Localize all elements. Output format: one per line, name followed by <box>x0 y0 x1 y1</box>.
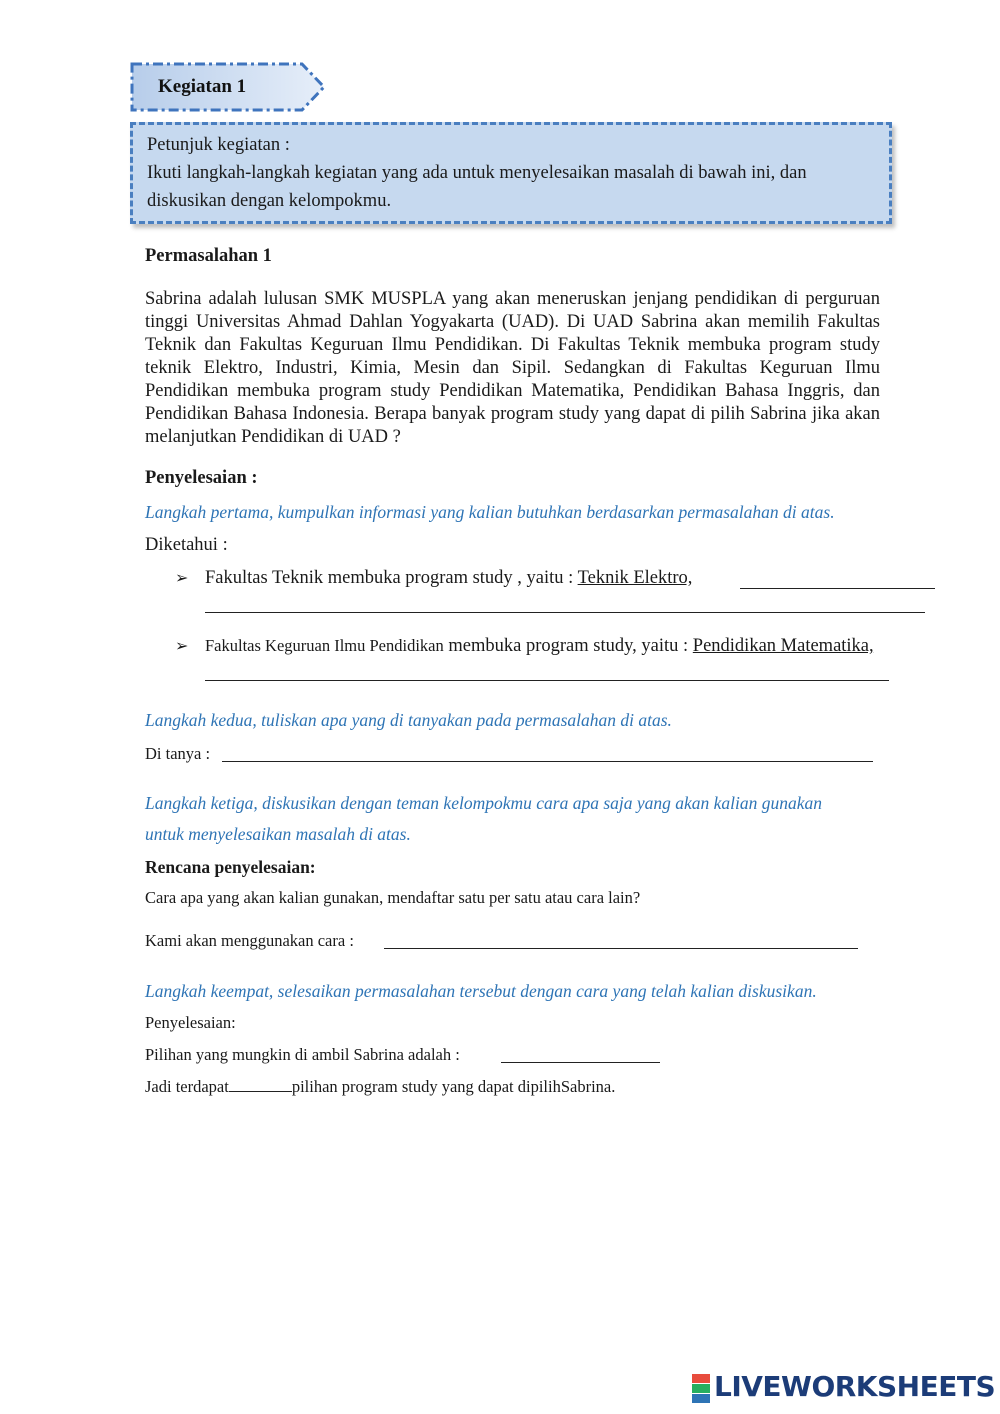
activity-tag <box>130 62 326 112</box>
logo-mark-icon <box>692 1374 710 1402</box>
plan-answer-label: Kami akan menggunakan cara : <box>145 931 354 950</box>
bullet-2-text: membuka program study, yaitu : <box>443 636 693 656</box>
plan-heading: Rencana penyelesaian: <box>145 857 316 877</box>
instruction-title: Petunjuk kegiatan : <box>147 135 290 155</box>
solution-heading: Penyelesaian : <box>145 468 258 488</box>
liveworksheets-logo <box>692 1362 996 1408</box>
step-4-text: Langkah keempat, selesaikan permasalahan tersebut dengan cara yang telah kalian diskusikan. <box>145 981 817 1001</box>
solve-label: Penyelesaian: <box>145 1013 236 1032</box>
problem-text: Sabrina adalah lulusan SMK MUSPLA yang akan meneruskan jenjang pendidikan di perguruan tinggi Universitas Ahmad Dahlan Yogyakarta (UAD). Di UAD Sabrina akan memilih Fakultas Teknik dan Fakultas Keguruan Ilmu Pendidikan. Di Fakultas Teknik membuka program study teknik Elektro, Industri, Kimia, Mesin dan Sipil. Sedangkan di Fakultas Keguruan Ilmu Pendidikan membuka program study Pendidikan Matematika, Pendidikan Bahasa Inggris, dan Pendidikan Bahasa Indonesia. Berapa banyak program study yang dapat di pilih Sabrina jika akan melanjutkan Pendidikan di UAD ? <box>145 289 880 447</box>
conclusion-suffix: pilihan program study yang dapat dipilihSabrina. <box>291 1077 616 1096</box>
bullet-2-answer: Pendidikan Matematika, <box>692 636 874 656</box>
instruction-line-2: diskusikan dengan kelompokmu. <box>147 191 392 211</box>
plan-answer-line <box>384 948 858 949</box>
asked-answer-line <box>222 761 873 762</box>
bullet-1-answer: Teknik Elektro, <box>577 568 693 588</box>
known-label: Diketahui : <box>145 535 228 555</box>
plan-question: Cara apa yang akan kalian gunakan, mendaftar satu per satu atau cara lain? <box>145 888 641 907</box>
choices-label: Pilihan yang mungkin di ambil Sabrina adalah : <box>145 1045 460 1064</box>
bullet-arrow-icon: ➢ <box>175 638 189 655</box>
problem-heading: Permasalahan 1 <box>145 246 272 266</box>
asked-label: Di tanya : <box>145 744 211 763</box>
bullet-item-1 <box>175 568 692 589</box>
bullet-2-prefix: Fakultas Keguruan Ilmu Pendidikan <box>205 636 444 655</box>
bullet-arrow-icon: ➢ <box>175 570 189 587</box>
bullet-item-2 <box>175 636 874 657</box>
answer-line <box>740 588 935 589</box>
choices-answer-line <box>501 1062 660 1063</box>
conclusion-prefix: Jadi terdapat <box>145 1077 229 1096</box>
answer-line <box>205 680 889 681</box>
instruction-box <box>130 122 892 224</box>
conclusion-blank <box>229 1077 292 1092</box>
step-1-text: Langkah pertama, kumpulkan informasi yang kalian butuhkan berdasarkan permasalahan di atas. <box>145 502 835 522</box>
answer-line <box>205 612 925 613</box>
activity-title: Kegiatan 1 <box>158 76 247 97</box>
logo-text: LIVEWORKSHEETS <box>714 1370 996 1403</box>
step-3-line-2: untuk menyelesaikan masalah di atas. <box>145 824 411 844</box>
step-2-text: Langkah kedua, tuliskan apa yang di tanyakan pada permasalahan di atas. <box>145 710 672 730</box>
step-3-line-1: Langkah ketiga, diskusikan dengan teman kelompokmu cara apa saja yang akan kalian gunakan <box>145 793 823 813</box>
conclusion <box>145 1077 615 1097</box>
instruction-line-1: Ikuti langkah-langkah kegiatan yang ada untuk menyelesaikan masalah di bawah ini, dan <box>147 163 807 183</box>
bullet-1-text: Fakultas Teknik membuka program study , yaitu : <box>205 568 578 588</box>
